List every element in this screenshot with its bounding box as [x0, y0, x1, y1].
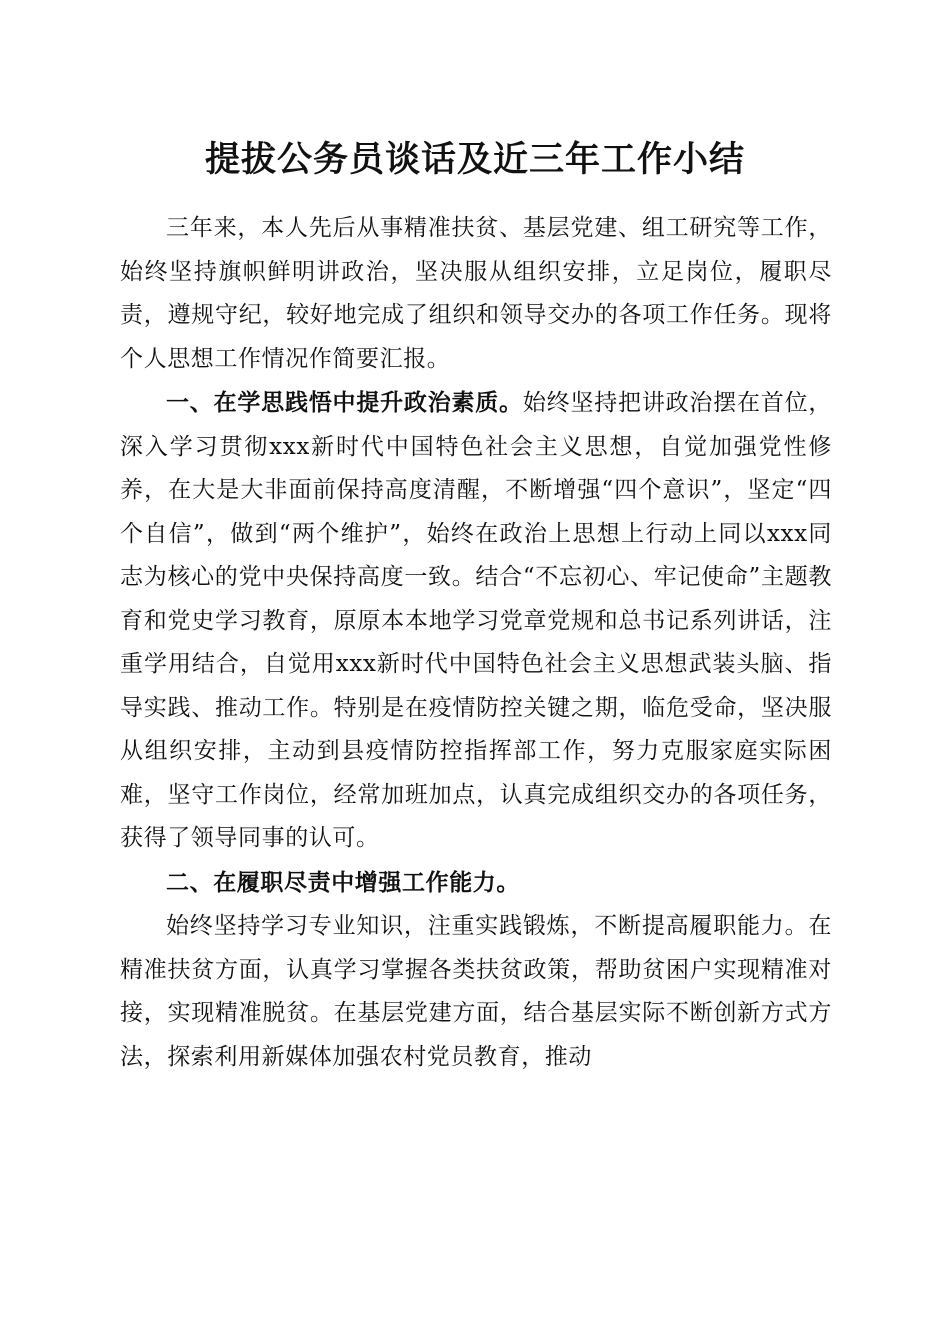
- document-body: [120, 207, 832, 1079]
- section-heading: 二、在履职尽责中增强工作能力。: [166, 868, 520, 896]
- section-heading: 一、在学思践悟中提升政治素质。: [166, 389, 523, 416]
- paragraph-section-one: [120, 381, 832, 861]
- paragraph-text: 始终坚持把讲政治摆在首位，深入学习贯彻xxx新时代中国特色社会主义思想，自觉加强党性修养，在大是大非面前保持高度清醒，不断增强“四个意识”，坚定“四个自信”，做到“两个维护”，始终在政治上思想上行动上同以xxx同志为核心的党中央保持高度一致。结合“不忘初心、牢记使命”主题教育和党史学习教育，原原本本地学习党章党规和总书记系列讲话，注重学用结合，自觉用xxx新时代中国特色社会主义思想武装头脑、指导实践、推动工作。特别是在疫情防控关键之期，临危受命，坚决服从组织安排，主动到县疫情防控指挥部工作，努力克服家庭实际困难，坚守工作岗位，经常加班加点，认真完成组织交办的各项任务，获得了领导同事的认可。: [120, 390, 832, 851]
- document-title: 提拔公务员谈话及近三年工作小结: [204, 139, 745, 180]
- paragraph-text: 三年来，本人先后从事精准扶贫、基层党建、组工研究等工作，始终坚持旗帜鲜明讲政治，坚决服从组织安排，立足岗位，履职尽责，遵规守纪，较好地完成了组织和领导交办的各项工作任务。现将个人思想工作情况作简要汇报。: [120, 215, 832, 372]
- paragraph-text: 始终坚持学习专业知识，注重实践锻炼，不断提高履职能力。在精准扶贫方面，认真学习掌握各类扶贫政策，帮助贫困户实现精准对接，实现精准脱贫。在基层党建方面，结合基层实际不断创新方式方法，探索利用新媒体加强农村党员教育，推动: [120, 913, 832, 1070]
- paragraph-intro: [120, 207, 832, 381]
- paragraph-section-two-heading: [120, 861, 832, 906]
- paragraph-section-two: [120, 905, 832, 1079]
